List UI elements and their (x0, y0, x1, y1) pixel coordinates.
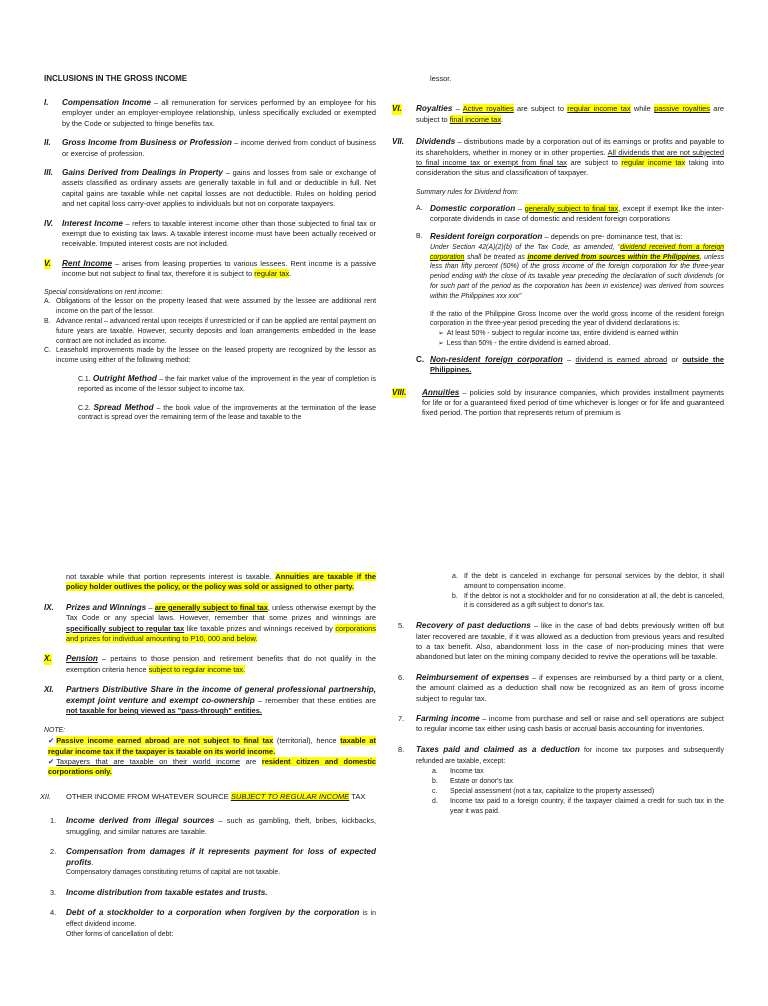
section-term: Resident foreign corporation (430, 232, 543, 242)
method-term: Spread Method (93, 402, 154, 412)
rent-considerations-intro: Special considerations on rent income: (44, 288, 163, 296)
highlight-text: dividend received from a foreign corporation (430, 243, 724, 261)
text-run: are subject to (513, 104, 568, 114)
section-rent-income (44, 259, 376, 280)
method-term: Outright Method (92, 374, 157, 384)
list-letter: b. (452, 592, 458, 600)
outright-method (44, 374, 376, 395)
section-number: IX. (44, 602, 54, 612)
highlight-text: final income tax (449, 114, 502, 124)
list-letter: b. (432, 778, 438, 786)
punctuation: . (91, 857, 94, 867)
section-term: Compensation Income (62, 98, 151, 107)
text-run: not taxable while that portion represents interest is taxable. (66, 572, 276, 581)
list-text: Income tax paid to a foreign country, if the taxpayer claimed a credit for such tax in the year it was paid. (450, 797, 724, 815)
text-run: . (501, 114, 504, 124)
highlight-text: are generally subject to final tax (154, 602, 268, 612)
text-run: or (667, 354, 683, 364)
text-run: shall be treated as (464, 253, 528, 261)
method-text: – the book value of the improvements at the termination of the lease contract is spread over the remaining term of the lease and taxable to the (78, 404, 376, 422)
rent-consideration-a (44, 297, 376, 317)
item-number: 5. (398, 621, 405, 631)
highlight-text: passive royalties (654, 104, 710, 114)
section-pension (44, 654, 376, 675)
section-number: IV. (44, 218, 54, 228)
item-text: is in effect dividend income. (66, 910, 377, 928)
section-business-income (44, 138, 376, 159)
method-text: – the fair market value of the improvement in the year of completion is reported as income of the lessor subject to income tax. (78, 376, 377, 393)
section-interest-income (44, 219, 376, 250)
item-term: Income distribution from taxable estates and trusts. (66, 887, 268, 897)
item-term: Compensation from damages if it represents payment for loss of expected profits (66, 847, 376, 867)
dividend-nonresident-foreign (416, 355, 724, 376)
list-text: Obligations of the lessor on the property leased that were assumed by the lessee are additional rent income on the part of the lessor. (56, 298, 376, 316)
text-run: Under Section 42(A)(2)(b) of the Tax Code, as amended, " (430, 243, 621, 251)
list-letter: d. (432, 797, 438, 805)
item-text: – like in the case of bad debts previously written off but later recovered are taxable, if it was allowed as a deduction from previous years and resulted to a tax benefit. Also, abandonment loss in the case of non-producing mines that were abandoned but later on the mining company decided to revive the operations will be taxable. (416, 621, 724, 662)
list-item (432, 787, 724, 797)
item-number: 6. (398, 672, 405, 682)
method-label: C.2. (78, 404, 91, 412)
list-text: Estate or donor's tax (450, 778, 513, 786)
checkmark-icon: ✔ (48, 736, 55, 746)
item-text: – such as gambling, theft, bribes, kickbacks, smuggling, and similar natures are taxable. (66, 816, 376, 836)
section-number: X. (44, 654, 52, 664)
arrow-bullet-icon: ➢ (438, 340, 444, 348)
list-item (432, 797, 724, 817)
list-text: If the debt is canceled in exchange for personal services by the debtor, it shall amount to compensation income. (464, 573, 724, 590)
highlight-text: resident citizen and domestic corporations only. (48, 757, 376, 777)
text-run: – distributions made by a corporation out of its earnings or profits and payable to its shareholders, whether in money or in other properties. (416, 137, 724, 157)
text-run: taking into consideration the situs and classification of taxpayer. (416, 158, 724, 178)
bullet-text: Less than 50% - the entire dividend is earned abroad. (446, 340, 611, 348)
section-term: Dividends (416, 137, 456, 147)
section-term: Gains Derived from Dealings in Property (62, 168, 223, 178)
list-letter: C. (44, 347, 51, 355)
page-title: INCLUSIONS IN THE GROSS INCOME (44, 74, 188, 83)
bullet-text: At least 50% - subject to regular income tax, entire dividend is earned within (446, 330, 679, 338)
section-prizes-winnings (44, 603, 376, 645)
item-text: – income from purchase and sell or raise and sell operations are subject to regular income tax either using cash basis or accrual basis accounting for inventories. (416, 714, 724, 734)
underlined-text: not taxable for being viewed as "pass-through" entities. (66, 706, 262, 716)
section-number: VIII. (392, 387, 407, 397)
list-item (432, 777, 724, 787)
ratio-bullet-2 (430, 339, 724, 349)
section-term: Royalties (416, 104, 453, 114)
section-number: III. (44, 168, 53, 178)
list-letter: A. (416, 204, 423, 212)
highlight-text: Passive income earned abroad are not subject to final tax (56, 736, 274, 746)
section-number: I. (44, 98, 49, 107)
page1-right-column (392, 74, 724, 419)
text-run: – pertains to those pension and retirement benefits that do not qualify in the exemption criteria hence (66, 654, 376, 674)
method-label: C.1. (78, 376, 91, 384)
list-text: Income tax (450, 768, 484, 776)
item-text: Other forms of cancellation of debt: (66, 930, 174, 938)
item-number: 3. (50, 887, 57, 897)
section-text: – all remuneration for services performed by an employee for his employer under an employer-employee relationship, unless specifically excluded or exempted by the Code or subjected to fringe benefits tax. (62, 98, 376, 128)
page2-left-column (40, 572, 377, 940)
text-run: – depends on pre- dominance test, that is: (542, 232, 683, 242)
list-letter: B. (44, 318, 51, 326)
text-run: TAX (349, 791, 366, 801)
other-income-damages (44, 847, 376, 878)
highlight-text: income derived from sources within the Philippines (527, 253, 700, 261)
section-dividends (392, 137, 724, 179)
other-income-reimbursement (392, 673, 724, 704)
section-text: – refers to taxable interest income other than those subjected to final tax or exempt due to existing tax laws. A taxable interest income must have been actually received or receivable. Imputed interest costs are not included. (62, 218, 377, 249)
punctuation: . (289, 269, 292, 279)
text-run: like taxable prizes and winnings received by (184, 623, 336, 633)
annuities-continued (44, 572, 376, 593)
highlight-text: SUBJECT TO REGULAR INCOME (230, 791, 350, 801)
text-run: – (562, 354, 576, 364)
other-income-debt-forgiven (44, 908, 376, 939)
highlight-text: regular income tax (567, 104, 631, 114)
note-item-1 (44, 736, 376, 757)
section-number: VII. (392, 137, 405, 147)
other-income-recovery (392, 621, 724, 663)
section-gains-property (44, 168, 376, 210)
list-letter: B. (416, 233, 423, 241)
highlight-text: taxable at regular income tax if the taxpayer is taxable on its world income. (48, 736, 376, 756)
list-text: Leasehold improvements made by the lessee on the leased property are recognized by the lessor as income using either of the following method: (56, 347, 376, 365)
text-run: , unless otherwise exempt by the Tax Code or any special laws. However, remember that some prizes and winnings are (66, 602, 377, 623)
section-number: II. (44, 138, 51, 148)
dividend-summary-label: Summary rules for Dividend from: (416, 188, 519, 196)
section-term: Pension (66, 654, 98, 664)
note-item-2 (44, 757, 376, 778)
note-label: NOTE: (44, 727, 66, 735)
section-term: Domestic corporation (430, 203, 516, 213)
text-run: – (146, 602, 155, 612)
text-run: – (452, 104, 463, 114)
text-run: (territorial), hence (273, 736, 341, 746)
debt-cancel-b (452, 592, 724, 612)
text-run: – remember that these entities are (254, 695, 376, 705)
section-annuities (392, 388, 724, 419)
page-2 (0, 500, 768, 1006)
item-term: Debt of a stockholder to a corporation when forgiven by the corporation (66, 908, 360, 918)
section-term: Partners Distributive Share in the income of general professional partnership, exempt joint venture and exempt co-ownership (66, 685, 376, 705)
item-term: Reimbursement of expenses (416, 672, 530, 682)
page2-right-column (392, 572, 724, 816)
ratio-bullet-1 (430, 329, 724, 339)
section-compensation-income (44, 98, 376, 129)
other-income-farming (392, 714, 724, 735)
other-income-illegal (44, 816, 376, 837)
text-run: OTHER INCOME FROM WHATEVER SOURCE (66, 791, 231, 801)
highlight-text: Active royalties (462, 104, 514, 114)
list-text: Advance rental – advanced rental upon receipts if unrestricted or if can be applied are rental payment on future years are taxable. However, security deposits and loan arrangements embedded in the lease contract are not included as income. (56, 318, 376, 345)
section-term: Rent Income (62, 258, 113, 268)
item-term: Income derived from illegal sources (66, 816, 215, 826)
other-income-taxes-refunded (392, 745, 724, 817)
other-income-estates (44, 888, 376, 898)
highlight-text: corporations and prizes for individual amounting to P10, 000 and below. (66, 623, 376, 644)
spread-method (44, 403, 376, 424)
section-text: – gains and losses from sale or exchange of assets classified as ordinary assets are generally taxable in full and or deductible in full. Net capital gains are taxable while net capital losses are not deductible. Rules on holding period and net capital loss carry-over applies to individuals but not on corporate taxpayers. (62, 168, 376, 209)
underlined-text: Taxpayers that are taxable on their world income (56, 757, 240, 767)
highlight-text: subject to regular income tax. (148, 664, 246, 674)
list-letter: C. (416, 354, 425, 364)
debt-cancel-a (452, 572, 724, 592)
item-text: for income tax purposes and subsequently refunded are taxable, except: (416, 746, 725, 765)
section-text: – income derived from conduct of business or exercise of profession. (62, 138, 376, 158)
highlight-text: regular tax (254, 269, 290, 279)
text-run: , unless less than fifty percent (50%) of the gross income of the foreign corporation for the three-year period ending with the close of its taxable year preceding the declaration of such dividends (or for such part of the period as the corporation has been in existence) was derived from sources within the Philippines xxx xxx" (430, 253, 725, 300)
tax-code-quote (430, 243, 724, 302)
list-letter: a. (452, 573, 458, 580)
list-item (432, 767, 724, 777)
list-letter: c. (432, 788, 438, 796)
item-number: 7. (398, 714, 405, 724)
section-partners-share (44, 685, 376, 716)
list-text: Special assessment (not a tax, capitalize to the property assessed) (450, 788, 655, 796)
section-text: – policies sold by insurance companies, which provides installment payments for life or for a guaranteed fixed period of time whichever is longer or for life and guaranteed fixed period. The portion that represents return of premium is (422, 387, 724, 418)
dividend-resident-foreign (416, 232, 724, 348)
highlight-text: Annuities are taxable if the policy holder outlives the policy, or the policy was sold or assigned to other party. (66, 572, 376, 592)
section-text: – arises from leasing properties to various lessees. Rent income is a passive income but not subject to final tax, therefore it is subject to (62, 258, 376, 279)
text-run: , except if exempt like the inter- corporate dividends in case of domestic and resident foreign corporations (430, 203, 725, 224)
section-number: V. (44, 258, 51, 268)
rent-consideration-c (44, 346, 376, 366)
item-term: Taxes paid and claimed as a deduction (416, 744, 580, 754)
section-term: Annuities (422, 387, 460, 397)
item-text: – if expenses are reimbursed by a third party or a client, the amount claimed as a deduction shall now be recognized as an item of gross income subject to regular tax. (416, 672, 724, 703)
item-number: 1. (50, 816, 57, 826)
section-number: XI. (44, 685, 54, 695)
dividend-domestic (416, 204, 724, 225)
list-letter: A. (44, 298, 51, 306)
highlight-text: generally subject to final tax (524, 203, 619, 213)
item-term: Recovery of past deductions (416, 621, 531, 631)
arrow-bullet-icon: ➢ (438, 330, 444, 338)
text-run: while (630, 104, 655, 114)
item-text: Compensatory damages constituting returns of capital are not taxable. (66, 868, 281, 876)
section-number: XII. (40, 791, 52, 801)
item-term: Farming income (416, 714, 480, 724)
highlight-text: regular income tax (621, 158, 686, 168)
list-text: If the debtor is not a stockholder and for no consideration at all, the debt is canceled, it is considered as a gift subject to donor's tax. (464, 592, 724, 610)
refund-exceptions-list (416, 767, 724, 816)
item-number: 4. (50, 908, 57, 918)
item-number: 2. (50, 847, 57, 857)
text-run: are subject to (416, 104, 724, 124)
underlined-text: dividend is earned abroad (575, 354, 668, 364)
page-1 (0, 0, 768, 500)
item-number: 8. (398, 744, 405, 754)
underlined-text: outside the Philippines. (430, 354, 725, 375)
rent-consideration-b (44, 317, 376, 346)
section-royalties (392, 104, 724, 125)
section-term: Gross Income from Business or Profession (62, 138, 232, 148)
text-run: are subject to (566, 158, 622, 168)
section-term: Interest Income (62, 218, 123, 228)
underlined-text: specifically subject to regular tax (66, 623, 185, 633)
page1-left-column (44, 74, 376, 423)
section-number: VI. (392, 104, 402, 114)
carryover-text: lessor. (430, 74, 452, 83)
ratio-text: If the ratio of the Philippine Gross Income over the world gross income of the resident foreign corporation in the three-year period preceding the year of dividend declarations is: (430, 310, 724, 328)
text-run: are (240, 757, 262, 767)
section-term: Non-resident foreign corporation (430, 354, 563, 364)
text-run: – (515, 203, 525, 213)
checkmark-icon: ✔ (48, 757, 55, 767)
underlined-text: All dividends that are not subjected to final income tax or exempt from final tax (416, 147, 724, 168)
list-letter: a. (432, 768, 438, 776)
section-other-income (40, 791, 376, 802)
section-term: Prizes and Winnings (66, 602, 147, 612)
